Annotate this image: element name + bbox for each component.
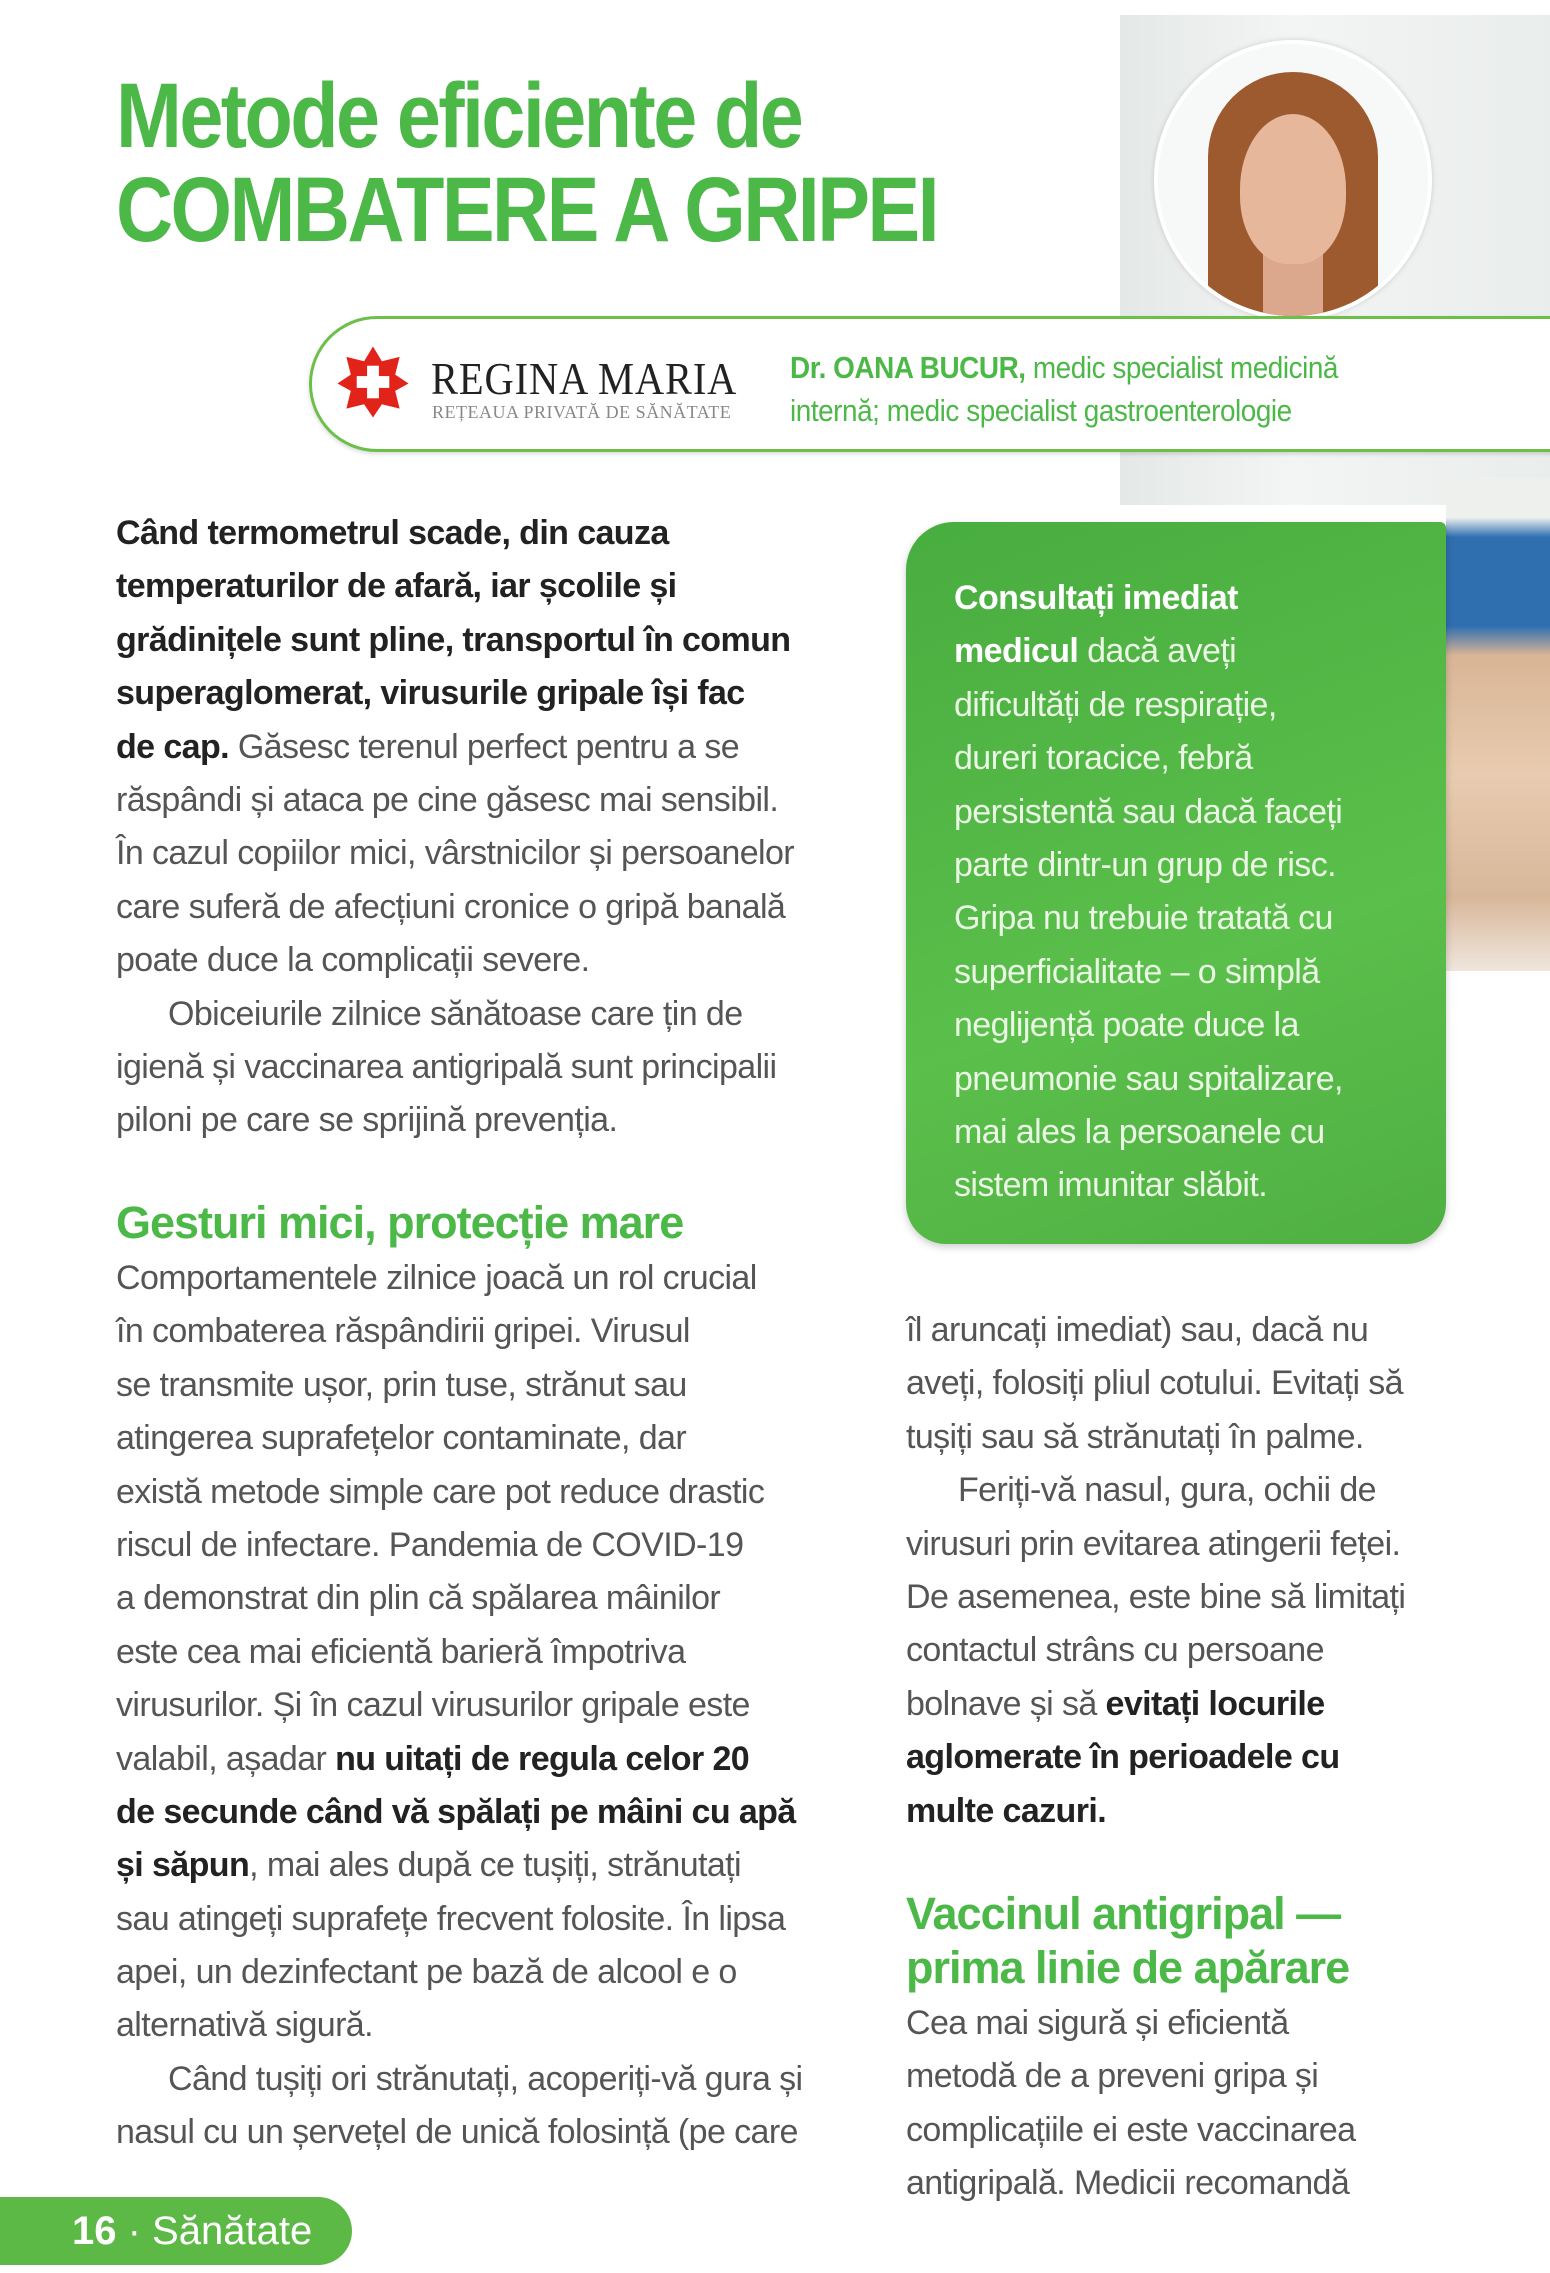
doctor-credit-line-1	[790, 350, 1338, 386]
section-heading-vaccine-line-2: prima linie de apărare	[906, 1942, 1350, 1993]
body-text: Feriți-vă nasul, gura, ochii de	[958, 1471, 1376, 1510]
text-line	[906, 1571, 1405, 1624]
body-text: a demonstrat din plin că spălarea mâinilor	[116, 1579, 721, 1618]
text-line	[116, 2053, 803, 2106]
body-text: se transmite ușor, prin tuse, strănut sau	[116, 1365, 687, 1404]
body-text: bolnave și să	[906, 1684, 1106, 1723]
bold-text: de cap.	[116, 727, 229, 766]
text-line	[116, 827, 794, 880]
body-text: răspândi și ataca pe cine găsesc mai sensibil.	[116, 780, 779, 819]
bold-text: medicul	[954, 632, 1079, 671]
text-line	[954, 679, 1343, 732]
body-text: Obiceiurile zilnice sănătoase care țin de	[168, 994, 743, 1033]
body-text: piloni pe care se sprijină prevenția.	[116, 1101, 618, 1140]
body-text: Găsesc terenul perfect pentru a se	[228, 727, 740, 766]
body-text: , mai ales după ce tușiți, strănutați	[249, 1846, 741, 1885]
text-line	[906, 1304, 1405, 1357]
bold-text: multe cazuri.	[906, 1791, 1107, 1830]
callout-box	[906, 522, 1446, 1244]
bold-text: temperaturilor de afară, iar școlile și	[116, 567, 677, 606]
text-line	[116, 1252, 803, 1305]
body-text: există metode simple care pot reduce drastic	[116, 1472, 765, 1511]
body-text: mai ales la persoanele cu	[954, 1112, 1325, 1151]
text-line	[116, 614, 794, 667]
body-text: nasul cu un șervețel de unică folosință (pe care	[116, 2113, 798, 2152]
body-text: apei, un dezinfectant pe bază de alcool e o	[116, 1953, 737, 1992]
body-text: îl aruncați imediat) sau, dacă nu	[906, 1311, 1369, 1349]
section-heading-gestures: Gesturi mici, protecție mare	[116, 1197, 684, 1248]
bold-text: de secunde când vă spălați pe mâini cu apă	[116, 1792, 796, 1831]
body-text: Comportamentele zilnice joacă un rol crucial	[116, 1259, 757, 1297]
body-text: care suferă de afecțiuni cronice o gripă banală	[116, 887, 786, 926]
bold-text: nu uitați de regula celor 20	[335, 1739, 750, 1778]
text-line	[116, 667, 794, 720]
body-text: este cea mai eficientă barieră împotriva	[116, 1632, 686, 1671]
body-text: Când tușiți ori strănutați, acoperiți-vă gura și	[168, 2059, 803, 2098]
text-line	[906, 2050, 1355, 2103]
text-line	[116, 1359, 803, 1412]
footer-separator: ·	[116, 2209, 153, 2253]
body-text: valabil, așadar	[116, 1739, 336, 1778]
body-text: riscul de infectare. Pandemia de COVID-19	[116, 1525, 744, 1564]
body-text: complicațiile ei este vaccinarea	[906, 2110, 1356, 2149]
body-text: poate duce la complicații severe.	[116, 941, 590, 980]
text-line	[116, 507, 794, 560]
bold-text: Consultați imediat	[954, 579, 1238, 617]
text-line	[954, 839, 1343, 892]
callout-text	[954, 572, 1343, 1213]
body-text: parte dintr-un grup de risc.	[954, 845, 1336, 884]
body-text: neglijență poate duce la	[954, 1006, 1299, 1045]
bold-text: aglomerate în perioadele cu	[906, 1738, 1340, 1777]
text-line	[116, 988, 794, 1041]
bold-text: superaglomerat, virusurile gripale își fac	[116, 674, 745, 713]
article-title-line-1: Metode eficiente de	[116, 65, 802, 167]
body-text: pneumonie sau spitalizare,	[954, 1059, 1343, 1098]
text-line	[906, 1624, 1405, 1677]
text-line	[906, 1464, 1405, 1517]
text-line	[954, 1053, 1343, 1106]
bold-text: grădinițele sunt pline, transportul în comun	[116, 620, 791, 659]
body-text: igienă și vaccinarea antigripală sunt principalii	[116, 1047, 777, 1086]
body-text: în combaterea răspândirii gripei. Virusul	[116, 1312, 690, 1351]
body-text: metodă de a preveni gripa și	[906, 2057, 1319, 2096]
doctor-portrait	[1154, 40, 1432, 320]
text-line	[906, 1411, 1405, 1464]
text-line	[954, 1159, 1343, 1212]
intro-paragraphs	[116, 507, 794, 1148]
body-text: antigripală. Medicii recomandă	[906, 2164, 1350, 2203]
text-line	[116, 1305, 803, 1358]
text-line	[954, 1106, 1343, 1159]
text-line	[116, 881, 794, 934]
bold-text: și săpun	[116, 1846, 250, 1885]
text-line	[116, 1466, 803, 1519]
text-line	[954, 999, 1343, 1052]
page-footer	[0, 2197, 352, 2265]
text-line	[954, 946, 1343, 999]
text-line	[906, 1678, 1405, 1731]
text-line	[906, 2157, 1355, 2210]
text-line	[954, 572, 1343, 625]
text-line	[116, 934, 794, 987]
body-text: dureri toracice, febră	[954, 739, 1253, 778]
text-line	[906, 1357, 1405, 1410]
body-text: Gripa nu trebuie tratată cu	[954, 899, 1333, 938]
body-text: atingerea suprafețelor contaminate, dar	[116, 1419, 687, 1458]
text-line	[116, 1412, 803, 1465]
body-text: Cea mai sigură și eficientă	[906, 2004, 1289, 2042]
body-text: dacă aveți	[1078, 632, 1237, 671]
body-text: contactul strâns cu persoane	[906, 1631, 1324, 1670]
body-text: persistentă sau dacă faceți	[954, 792, 1343, 831]
text-line	[116, 1572, 803, 1625]
article-title-line-2: COMBATERE A GRIPEI	[116, 159, 937, 261]
text-line	[116, 1839, 803, 1892]
text-line	[116, 1946, 803, 1999]
regina-maria-star-icon	[336, 344, 410, 420]
text-line	[116, 560, 794, 613]
doctor-role: medic specialist medicină	[1025, 350, 1338, 385]
text-line	[116, 1786, 803, 1839]
text-line	[954, 732, 1343, 785]
text-line	[116, 1094, 794, 1147]
section-name: Sănătate	[152, 2209, 313, 2253]
doctor-credit-line-2: internă; medic specialist gastroenterologie	[790, 393, 1292, 428]
body-text: superficialitate – o simplă	[954, 952, 1320, 991]
body-text: În cazul copiilor mici, vârstnicilor și persoanelor	[116, 834, 794, 873]
portrait-face	[1240, 114, 1346, 264]
text-line	[906, 2104, 1355, 2157]
right-body	[906, 1304, 1405, 1838]
text-line	[116, 1733, 803, 1786]
text-line	[116, 1999, 803, 2052]
text-line	[906, 1997, 1355, 2050]
body-text: virusurilor. Și în cazul virusurilor gripale este	[116, 1686, 750, 1725]
text-line	[116, 1626, 803, 1679]
text-line	[906, 1518, 1405, 1571]
text-line	[954, 892, 1343, 945]
brand-tagline: REȚEAUA PRIVATĂ DE SĂNĂTATE	[432, 402, 732, 422]
text-line	[954, 786, 1343, 839]
bold-text: Când termometrul scade, din cauza	[116, 514, 669, 552]
text-line	[116, 721, 794, 774]
text-line	[906, 1785, 1405, 1838]
body-text: dificultăți de respirație,	[954, 685, 1277, 724]
body-text: tușiți sau să strănutați în palme.	[906, 1417, 1364, 1456]
vaccine-body	[906, 1997, 1355, 2211]
page-number: 16	[72, 2209, 117, 2253]
section-heading-vaccine-line-1: Vaccinul antigripal —	[906, 1888, 1341, 1939]
body-text: De asemenea, este bine să limitați	[906, 1577, 1406, 1616]
text-line	[906, 1731, 1405, 1784]
text-line	[116, 1041, 794, 1094]
gestures-body	[116, 1252, 803, 2160]
text-line	[954, 625, 1343, 678]
body-text: virusuri prin evitarea atingerii feței.	[906, 1524, 1401, 1563]
text-line	[116, 1893, 803, 1946]
doctor-name: Dr. OANA BUCUR,	[790, 350, 1026, 385]
body-text: sau atingeți suprafețe frecvent folosite. În lipsa	[116, 1899, 786, 1938]
bold-text: evitați locurile	[1105, 1684, 1325, 1723]
body-text: alternativă sigură.	[116, 2006, 373, 2045]
side-photo	[1446, 478, 1550, 971]
text-line	[116, 1519, 803, 1572]
text-line	[116, 774, 794, 827]
body-text: aveți, folosiți pliul cotului. Evitați să	[906, 1364, 1403, 1403]
body-text: sistem imunitar slăbit.	[954, 1166, 1268, 1205]
brand-name: REGINA MARIA	[431, 353, 738, 404]
text-line	[116, 1679, 803, 1732]
text-line	[116, 2106, 803, 2159]
